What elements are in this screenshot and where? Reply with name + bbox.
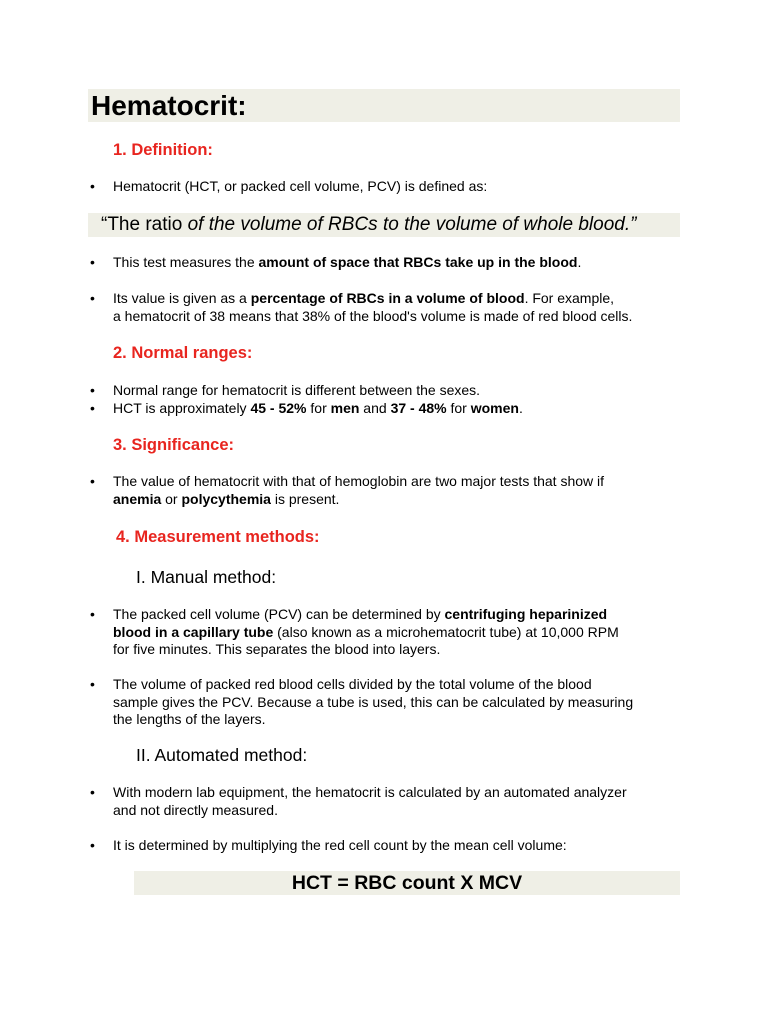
- subheading-automated-method: II. Automated method:: [136, 745, 308, 765]
- bullet-text: . For example,: [524, 290, 615, 306]
- bullet-text: (also known as a microhematocrit tube) at 10,000 RPM: [273, 623, 619, 640]
- quote-rest: of the volume of RBCs to the volume of whole blood.”: [182, 214, 637, 235]
- hct-formula: HCT = RBC count X MCV: [291, 872, 523, 894]
- bullet-text: a hematocrit of 38 means that 38% of the blood's volume is made of red blood cells.: [113, 307, 633, 324]
- male-range-value: 45 - 52%: [250, 400, 307, 416]
- bullet-text: The volume of packed red blood cells divided by the total volume of the blood: [113, 676, 592, 692]
- section-heading-significance: 3. Significance:: [113, 436, 235, 454]
- definition-quote-band: [88, 213, 680, 237]
- list-item: [90, 606, 681, 659]
- subheading-manual-method: I. Manual method:: [136, 567, 277, 587]
- list-item: [90, 178, 681, 196]
- bullet-icon: •: [90, 606, 95, 622]
- bullet-bold-text: men: [330, 400, 360, 416]
- bullet-text: Its value is given as a: [113, 290, 251, 306]
- bullet-text: for: [306, 400, 331, 416]
- list-item: [90, 290, 681, 325]
- formula-band: [134, 871, 680, 895]
- title-band: [88, 89, 680, 122]
- list-item: [90, 254, 681, 272]
- bullet-bold-text: women: [470, 400, 519, 416]
- bullet-text: .: [518, 400, 523, 416]
- bullet-text: is present.: [270, 490, 340, 507]
- quote-open: “The ratio: [101, 214, 183, 235]
- bullet-icon: •: [90, 178, 95, 194]
- list-item: [90, 473, 681, 508]
- bullet-bold-text: polycythemia: [181, 490, 271, 507]
- bullet-text: .: [577, 254, 582, 270]
- bullet-text: sample gives the PCV. Because a tube is used, this can be calculated by measuring: [113, 693, 634, 710]
- list-item: [90, 676, 681, 729]
- section-heading-definition: 1. Definition:: [113, 141, 213, 159]
- bullet-text: The packed cell volume (PCV) can be determined by: [113, 606, 445, 622]
- bullet-icon: •: [90, 400, 95, 416]
- bullet-bold-text: centrifuging heparinized: [444, 606, 608, 622]
- bullet-icon: •: [90, 676, 95, 692]
- bullet-text: for five minutes. This separates the blood into layers.: [113, 641, 441, 657]
- bullet-text: or: [161, 490, 182, 507]
- bullet-bold-text: amount of space that RBCs take up in the blood: [258, 254, 578, 270]
- bullet-text: and not directly measured.: [113, 801, 278, 818]
- list-item: [90, 400, 681, 418]
- bullet-text: With modern lab equipment, the hematocrit is calculated by an automated analyzer: [113, 784, 627, 800]
- bullet-text: The value of hematocrit with that of hemoglobin are two major tests that show if: [113, 473, 605, 489]
- bullet-text: Normal range for hematocrit is different between the sexes.: [113, 382, 481, 398]
- female-range-value: 37 - 48%: [390, 400, 447, 416]
- page-title: Hematocrit:: [91, 90, 247, 121]
- bullet-text: the lengths of the layers.: [113, 711, 266, 727]
- bullet-icon: •: [90, 254, 95, 270]
- bullet-text: It is determined by multiplying the red cell count by the mean cell volume:: [113, 837, 567, 853]
- bullet-text: for: [446, 400, 471, 416]
- section-heading-methods: 4. Measurement methods:: [116, 528, 320, 546]
- bullet-icon: •: [90, 473, 95, 489]
- bullet-bold-text: blood in a capillary tube: [113, 623, 274, 640]
- bullet-text: This test measures the: [113, 254, 259, 270]
- bullet-icon: •: [90, 837, 95, 853]
- bullet-icon: •: [90, 382, 95, 398]
- bullet-icon: •: [90, 784, 95, 800]
- list-item: [90, 837, 681, 855]
- bullet-text: HCT is approximately: [113, 400, 251, 416]
- bullet-icon: •: [90, 290, 95, 306]
- section-heading-ranges: 2. Normal ranges:: [113, 344, 253, 362]
- bullet-bold-text: anemia: [113, 490, 162, 507]
- bullet-text: Hematocrit (HCT, or packed cell volume, PCV) is defined as:: [113, 178, 488, 194]
- bullet-text: and: [359, 400, 391, 416]
- definition-quote: [101, 213, 636, 237]
- list-item: [90, 382, 681, 400]
- list-item: [90, 784, 681, 819]
- bullet-bold-text: percentage of RBCs in a volume of blood: [250, 290, 525, 306]
